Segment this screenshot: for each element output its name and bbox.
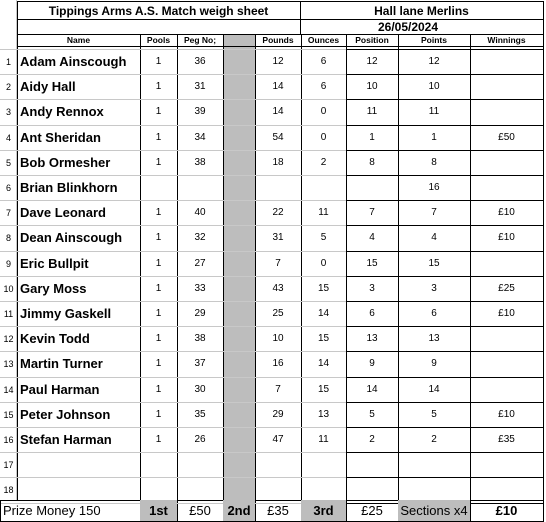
grid-line — [17, 175, 346, 176]
cell-pools[interactable]: 1 — [155, 257, 162, 269]
row-number[interactable]: 2 — [5, 82, 11, 93]
cell-peg[interactable]: 38 — [194, 333, 206, 345]
border-line — [543, 34, 544, 500]
header-position[interactable]: Position — [355, 35, 389, 45]
cell-pounds[interactable]: 18 — [272, 156, 284, 168]
cell-points[interactable]: 1 — [431, 131, 437, 143]
cell-peg[interactable] — [177, 477, 223, 502]
separator-column — [223, 34, 255, 500]
border-line — [177, 34, 178, 500]
cell-pounds[interactable]: 31 — [272, 232, 284, 244]
cell-points[interactable]: 13 — [428, 333, 440, 345]
border-line — [346, 452, 543, 453]
grid-line — [0, 175, 17, 176]
cell-winnings[interactable] — [470, 477, 543, 502]
cell-position[interactable] — [346, 175, 398, 200]
border-line — [470, 34, 471, 500]
angler-name[interactable]: Bob Ormesher — [20, 154, 111, 170]
second-place-label[interactable]: 2nd — [223, 500, 255, 521]
border-line — [346, 125, 543, 126]
cell-winnings[interactable]: £35 — [498, 434, 515, 446]
grid-line — [0, 301, 17, 302]
header-winnings[interactable]: Winnings — [487, 35, 526, 45]
sections-label[interactable]: Sections x4 — [398, 500, 470, 521]
cell-peg[interactable]: 27 — [194, 257, 206, 269]
cell-pools[interactable]: 1 — [155, 408, 162, 420]
cell-ounces[interactable]: 0 — [320, 257, 327, 269]
cell-points[interactable]: 8 — [431, 156, 437, 168]
border-line — [17, 34, 18, 500]
cell-pools[interactable]: 1 — [155, 282, 162, 294]
header-points[interactable]: Points — [421, 35, 447, 45]
cell-points[interactable] — [398, 452, 470, 477]
cell-pools[interactable]: 1 — [155, 434, 162, 446]
cell-peg[interactable]: 30 — [194, 383, 206, 395]
border-line — [346, 402, 543, 403]
grid-line — [0, 251, 17, 252]
row-number[interactable]: 18 — [3, 485, 14, 496]
grid-line — [17, 200, 346, 201]
cell-pounds[interactable]: 29 — [272, 408, 284, 420]
cell-position[interactable]: 9 — [369, 358, 375, 370]
cell-pools[interactable]: 1 — [155, 131, 162, 143]
cell-position[interactable]: 2 — [369, 434, 375, 446]
row-number[interactable]: 7 — [5, 208, 11, 219]
cell-points[interactable]: 11 — [428, 106, 440, 118]
cell-winnings[interactable]: £10 — [498, 207, 515, 219]
cell-ounces[interactable]: 14 — [317, 308, 330, 320]
border-line — [346, 326, 543, 327]
border-line — [346, 251, 543, 252]
cell-peg[interactable]: 37 — [194, 358, 206, 370]
border-line — [300, 19, 544, 20]
angler-name[interactable]: Aidy Hall — [20, 79, 76, 95]
cell-pounds[interactable] — [255, 452, 301, 477]
angler-name[interactable]: Andy Rennox — [20, 104, 104, 120]
cell-position[interactable]: 15 — [366, 257, 378, 269]
cell-position[interactable]: 1 — [369, 131, 375, 143]
grid-line — [0, 200, 17, 201]
row-number[interactable]: 15 — [3, 409, 14, 420]
cell-position[interactable]: 13 — [366, 333, 378, 345]
grid-line — [0, 377, 17, 378]
cell-pounds[interactable]: 7 — [275, 257, 281, 269]
row-number[interactable]: 11 — [3, 309, 14, 319]
angler-name[interactable]: Dave Leonard — [20, 205, 106, 221]
angler-name[interactable] — [17, 477, 140, 502]
cell-winnings[interactable] — [470, 150, 543, 175]
cell-peg[interactable]: 34 — [194, 131, 206, 143]
second-place-amount[interactable]: £35 — [267, 503, 289, 518]
cell-winnings[interactable] — [470, 251, 543, 276]
grid-line — [0, 326, 17, 327]
cell-points[interactable] — [398, 477, 470, 502]
cell-pounds[interactable]: 25 — [272, 308, 284, 320]
cell-position[interactable]: 14 — [366, 383, 378, 395]
third-place-amount[interactable]: £25 — [361, 503, 383, 518]
grid-line — [17, 225, 346, 226]
angler-name[interactable]: Dean Ainscough — [20, 230, 123, 246]
grid-line — [0, 99, 17, 100]
cell-winnings[interactable] — [470, 99, 543, 124]
angler-name[interactable]: Eric Bullpit — [20, 255, 89, 271]
grid-line — [17, 377, 346, 378]
first-place-label[interactable]: 1st — [140, 500, 177, 521]
cell-ounces[interactable]: 0 — [320, 131, 327, 143]
border-line — [346, 175, 543, 176]
grid-line — [0, 276, 17, 277]
grid-line — [17, 251, 346, 252]
cell-peg[interactable]: 35 — [194, 408, 206, 420]
row-number[interactable]: 4 — [5, 132, 11, 143]
cell-pools[interactable] — [140, 477, 177, 502]
header-ounces[interactable]: Ounces — [307, 35, 340, 45]
cell-position[interactable]: 6 — [369, 308, 375, 320]
cell-pools[interactable]: 1 — [155, 358, 162, 370]
row-number[interactable]: 6 — [5, 183, 11, 193]
cell-winnings[interactable]: £10 — [498, 408, 515, 420]
cell-winnings[interactable]: £25 — [498, 282, 515, 294]
cell-pools[interactable]: 1 — [155, 383, 162, 395]
cell-pounds[interactable]: 7 — [275, 383, 281, 395]
grid-line — [17, 125, 346, 126]
angler-name[interactable] — [17, 452, 140, 477]
row-number[interactable]: 3 — [5, 107, 11, 118]
match-date[interactable]: 26/05/2024 — [377, 19, 439, 34]
grid-line — [0, 74, 17, 75]
row-number[interactable]: 17 — [3, 460, 14, 471]
cell-peg[interactable]: 26 — [194, 434, 206, 446]
cell-ounces[interactable]: 0 — [320, 106, 327, 118]
cell-pools[interactable]: 1 — [155, 308, 162, 320]
row-number[interactable]: 16 — [3, 435, 14, 445]
border-line — [346, 225, 543, 226]
cell-peg[interactable]: 31 — [194, 81, 206, 93]
cell-peg[interactable]: 33 — [194, 282, 206, 294]
row-number[interactable]: 5 — [5, 157, 11, 168]
cell-ounces[interactable]: 2 — [320, 156, 327, 168]
cell-ounces[interactable]: 11 — [318, 207, 329, 219]
border-line — [346, 200, 543, 201]
border-line — [140, 34, 141, 500]
cell-points[interactable]: 6 — [431, 308, 437, 320]
cell-winnings[interactable] — [470, 452, 543, 477]
border-line — [17, 34, 544, 35]
cell-position[interactable]: 10 — [366, 81, 378, 93]
grid-line — [17, 74, 346, 75]
cell-points[interactable]: 2 — [431, 434, 437, 446]
cell-pounds[interactable] — [255, 477, 301, 502]
cell-peg[interactable]: 40 — [194, 207, 206, 219]
cell-ounces[interactable] — [301, 175, 346, 200]
cell-ounces[interactable]: 15 — [317, 282, 330, 294]
cell-winnings[interactable]: £10 — [498, 232, 515, 244]
cell-winnings[interactable]: £10 — [498, 308, 515, 320]
grid-line — [17, 351, 346, 352]
border-line — [543, 500, 544, 521]
cell-pounds[interactable]: 14 — [272, 106, 284, 118]
cell-position[interactable]: 7 — [369, 207, 375, 219]
cell-pounds[interactable]: 43 — [272, 282, 284, 294]
cell-pounds[interactable]: 16 — [272, 358, 284, 370]
cell-pools[interactable]: 1 — [155, 207, 162, 219]
cell-pools[interactable]: 1 — [155, 106, 162, 118]
header-pools[interactable]: Pools — [146, 35, 171, 45]
cell-winnings[interactable]: £50 — [498, 131, 515, 143]
angler-name[interactable]: Paul Harman — [20, 381, 100, 397]
border-line — [398, 34, 399, 500]
grid-line — [17, 276, 346, 277]
grid-line — [0, 427, 17, 428]
cell-pools[interactable]: 1 — [155, 81, 162, 93]
cell-pools[interactable] — [140, 452, 177, 477]
cell-pounds[interactable]: 47 — [272, 434, 284, 446]
angler-name[interactable]: Martin Turner — [20, 356, 103, 372]
cell-ounces[interactable]: 15 — [317, 383, 330, 395]
cell-pounds[interactable]: 14 — [272, 81, 284, 93]
cell-ounces[interactable]: 15 — [317, 333, 330, 345]
angler-name[interactable]: Stefan Harman — [20, 432, 112, 448]
cell-position[interactable]: 8 — [369, 156, 375, 168]
grid-line — [0, 49, 17, 50]
cell-peg[interactable]: 38 — [194, 156, 206, 168]
angler-name[interactable]: Brian Blinkhorn — [20, 180, 118, 196]
cell-winnings[interactable] — [470, 351, 543, 376]
angler-name[interactable]: Adam Ainscough — [20, 54, 127, 70]
prize-money-label[interactable]: Prize Money 150 — [3, 503, 101, 518]
angler-name[interactable]: Kevin Todd — [20, 331, 90, 347]
cell-ounces[interactable]: 6 — [320, 56, 327, 68]
cell-pools[interactable]: 1 — [155, 333, 162, 345]
cell-pools[interactable]: 1 — [155, 156, 162, 168]
grid-line — [17, 150, 346, 151]
cell-position[interactable] — [346, 477, 398, 502]
grid-line — [0, 477, 17, 478]
cell-ounces[interactable] — [301, 477, 346, 502]
grid-line — [17, 452, 346, 453]
cell-peg[interactable] — [177, 175, 223, 200]
cell-points[interactable]: 16 — [428, 182, 440, 194]
cell-ounces[interactable]: 11 — [318, 434, 329, 446]
border-line — [300, 1, 301, 34]
cell-winnings[interactable] — [470, 49, 543, 74]
cell-pools[interactable] — [140, 175, 177, 200]
border-line — [346, 301, 543, 302]
angler-name[interactable]: Peter Johnson — [20, 406, 111, 422]
cell-position[interactable]: 12 — [366, 56, 378, 68]
border-line — [346, 377, 543, 378]
grid-line — [0, 402, 17, 403]
cell-pounds[interactable] — [255, 175, 301, 200]
cell-points[interactable]: 14 — [428, 383, 440, 395]
cell-position[interactable]: 11 — [366, 106, 378, 118]
first-place-amount[interactable]: £50 — [189, 503, 211, 518]
grid-line — [17, 301, 346, 302]
border-line — [301, 34, 302, 500]
cell-ounces[interactable]: 13 — [317, 408, 330, 420]
header-peg[interactable]: Peg No; — [183, 35, 217, 45]
cell-ounces[interactable]: 6 — [320, 81, 327, 93]
grid-line — [17, 477, 346, 478]
cell-pounds[interactable]: 22 — [272, 207, 284, 219]
sections-amount[interactable]: £10 — [495, 503, 518, 518]
cell-pools[interactable]: 1 — [155, 56, 162, 68]
row-number[interactable]: 13 — [3, 359, 14, 370]
cell-pounds[interactable]: 54 — [272, 131, 284, 143]
third-place-label[interactable]: 3rd — [301, 500, 346, 521]
angler-name[interactable]: Jimmy Gaskell — [20, 306, 112, 322]
header-name[interactable]: Name — [66, 35, 91, 45]
angler-name[interactable]: Ant Sheridan — [20, 129, 101, 145]
cell-winnings[interactable] — [470, 74, 543, 99]
grid-line — [17, 427, 346, 428]
cell-peg[interactable]: 32 — [194, 232, 206, 244]
cell-peg[interactable] — [177, 452, 223, 477]
border-line — [346, 477, 543, 478]
border-line — [346, 49, 543, 50]
border-line — [346, 74, 543, 75]
grid-line — [0, 351, 17, 352]
grid-line — [17, 326, 346, 327]
cell-peg[interactable]: 29 — [194, 308, 206, 320]
cell-winnings[interactable] — [470, 377, 543, 402]
row-number[interactable]: 12 — [3, 334, 14, 345]
row-number[interactable]: 10 — [3, 283, 14, 294]
border-line — [346, 351, 543, 352]
cell-points[interactable]: 9 — [431, 358, 437, 370]
cell-ounces[interactable]: 5 — [320, 232, 327, 244]
cell-points[interactable]: 4 — [431, 232, 437, 244]
cell-winnings[interactable] — [470, 326, 543, 351]
border-line — [346, 276, 543, 277]
cell-points[interactable]: 5 — [431, 408, 437, 420]
border-line — [346, 427, 543, 428]
grid-line — [0, 150, 17, 151]
sheet-title[interactable]: Tippings Arms A.S. Match weigh sheet — [48, 3, 269, 18]
border-line — [17, 1, 18, 35]
border-line — [17, 19, 300, 20]
grid-line — [0, 125, 17, 126]
grid-line — [17, 99, 346, 100]
row-number[interactable]: 14 — [3, 384, 14, 395]
cell-points[interactable]: 15 — [428, 257, 440, 269]
cell-points[interactable]: 7 — [431, 207, 437, 219]
border-line — [346, 34, 347, 500]
cell-position[interactable]: 5 — [369, 408, 375, 420]
grid-line — [17, 49, 346, 50]
cell-pounds[interactable]: 10 — [272, 333, 284, 345]
cell-winnings[interactable] — [470, 175, 543, 200]
border-line — [346, 150, 543, 151]
cell-ounces[interactable]: 14 — [317, 358, 330, 370]
venue-title[interactable]: Hall lane Merlins — [374, 3, 469, 18]
cell-ounces[interactable] — [301, 452, 346, 477]
cell-pools[interactable]: 1 — [155, 232, 162, 244]
grid-line — [0, 452, 17, 453]
grid-line — [0, 225, 17, 226]
border-line — [17, 1, 544, 2]
border-line — [346, 99, 543, 100]
row-number[interactable]: 8 — [5, 233, 11, 244]
cell-points[interactable]: 3 — [431, 282, 437, 294]
border-line — [17, 46, 544, 47]
cell-position[interactable] — [346, 452, 398, 477]
border-line — [255, 34, 256, 500]
cell-peg[interactable]: 36 — [194, 56, 206, 68]
cell-pounds[interactable]: 12 — [272, 56, 284, 68]
cell-points[interactable]: 12 — [428, 56, 440, 68]
border-line — [543, 1, 544, 35]
cell-position[interactable]: 4 — [369, 232, 375, 244]
cell-position[interactable]: 3 — [369, 282, 375, 294]
grid-line — [17, 402, 346, 403]
header-pounds[interactable]: Pounds — [262, 35, 294, 45]
border-line — [223, 34, 224, 500]
row-number[interactable]: 1 — [5, 57, 11, 67]
cell-peg[interactable]: 39 — [194, 106, 206, 118]
angler-name[interactable]: Gary Moss — [20, 280, 87, 296]
cell-points[interactable]: 10 — [428, 81, 440, 93]
row-number[interactable]: 9 — [5, 258, 11, 269]
